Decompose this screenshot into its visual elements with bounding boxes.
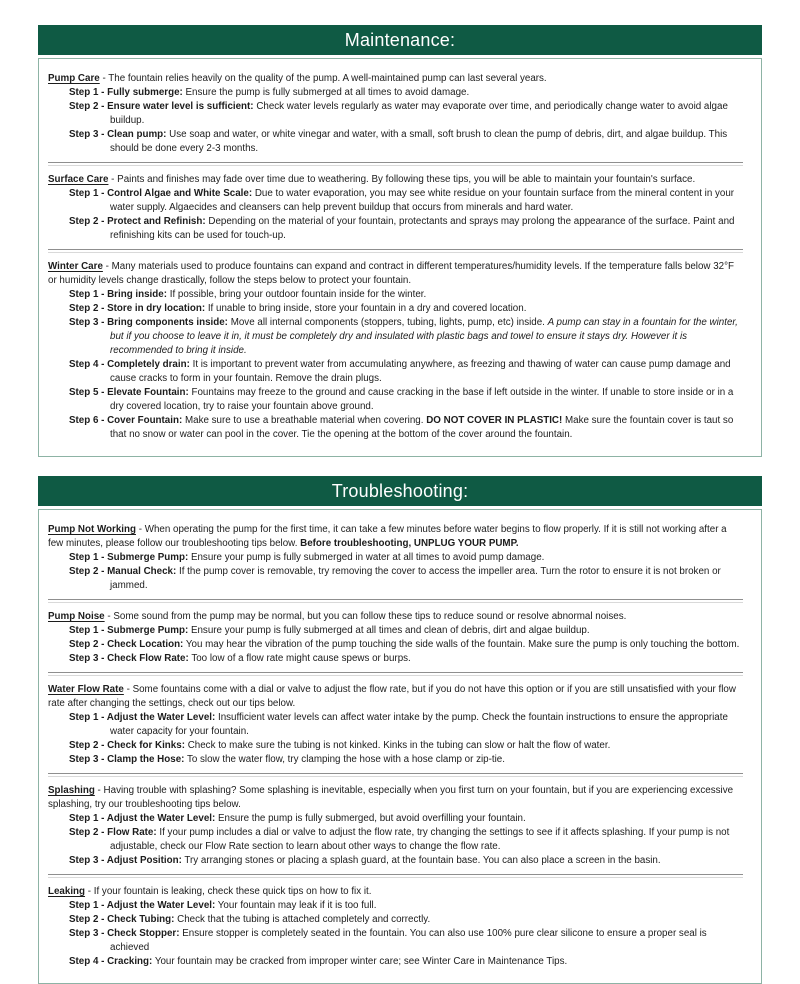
text-segment: Check that the tubing is attached completely and correctly.: [177, 914, 431, 925]
text-segment: Some sound from the pump may be normal, but you can follow these tips to reduce sound or resolve abnormal noises.: [113, 611, 627, 622]
step-line: [69, 753, 743, 767]
text-segment: A pump can stay in a fountain for the winter, but if you choose to leave it in, it must be completely dry and insulated with plastic bags and towel to ensure it stays dry. However it is recommended to bring it inside.: [110, 317, 738, 356]
step-line: [69, 927, 743, 955]
step-line: [69, 302, 743, 316]
text-segment: Too low of a flow rate might cause spews or burps.: [191, 653, 411, 664]
step-label: Step 3 - Clamp the Hose:: [69, 754, 185, 765]
text-segment: Fountains may freeze to the ground and cause cracking in the base if left outside in the winter. If unable to store inside or in a dry covered location, try to raise your fountain above ground.: [110, 387, 734, 412]
text-segment: Many materials used to produce fountains can expand and contract in different temperatures/humidity levels. If the temperature falls below 32°F or humidity levels change drastically, follow the steps below to protect your fountain.: [48, 261, 734, 286]
section-surface-care: [48, 173, 743, 243]
step-label: Step 1 - Control Algae and White Scale:: [69, 188, 253, 199]
text-segment: Ensure your pump is fully submerged at all times and clean of debris, dirt and algae buildup.: [190, 625, 590, 636]
text-segment: Before troubleshooting, UNPLUG YOUR PUMP.: [300, 538, 519, 549]
section-divider: [48, 162, 743, 166]
section-heading: Water Flow Rate: [48, 684, 124, 695]
section-divider: [48, 874, 743, 878]
step-label: Step 4 - Cracking:: [69, 956, 153, 967]
text-segment: Paints and finishes may fade over time due to weathering. By following these tips, you will be able to maintain your fountain's surface.: [117, 174, 696, 185]
step-label: Step 4 - Completely drain:: [69, 359, 190, 370]
step-label: Step 2 - Ensure water level is sufficient:: [69, 101, 254, 112]
text-segment: If unable to bring inside, store your fountain in a dry and covered location.: [207, 303, 527, 314]
section-heading: Pump Care: [48, 73, 100, 84]
section-heading: Splashing: [48, 785, 95, 796]
text-segment: Due to water evaporation, you may see white residue on your fountain surface from the mineral content in your water supply. Algaecides and cleansers can help prevent buildup that occurs from minerals and hard water.: [110, 188, 735, 213]
text-segment: Ensure the pump is fully submerged, but avoid overfilling your fountain.: [217, 813, 526, 824]
text-segment: Check to make sure the tubing is not kinked. Kinks in the tubing can slow or halt the flow of water.: [187, 740, 611, 751]
section-intro: Leaking - If your fountain is leaking, check these quick tips on how to fix it.: [48, 886, 372, 897]
text-segment: Having trouble with splashing? Some splashing is inevitable, especially when you first turn on your fountain, but if you are experiencing excessive splashing, try our troubleshooting tips below.: [48, 785, 734, 810]
text-segment: Your fountain may be cracked from improper winter care; see Winter Care in Maintenance Tips.: [154, 956, 568, 967]
text-segment: If the pump cover is removable, try removing the cover to access the impeller area. Turn the rotor to ensure it is not broken or jammed.: [110, 566, 721, 591]
step-label: Step 3 - Bring components inside:: [69, 317, 228, 328]
step-label: Step 3 - Clean pump:: [69, 129, 167, 140]
step-line: [69, 215, 743, 243]
step-line: [69, 551, 743, 565]
text-segment: Ensure the pump is fully submerged at all times to avoid damage.: [185, 87, 470, 98]
text-segment: Depending on the material of your fountain, protectants and sprays may prolong the appearance of the surface. Paint and refinishing kits can be used for touch-up.: [110, 216, 735, 241]
section-divider: [48, 249, 743, 253]
section-winter-care: [48, 260, 743, 442]
step-label: Step 2 - Check for Kinks:: [69, 740, 185, 751]
step-label: Step 1 - Fully submerge:: [69, 87, 183, 98]
text-segment: If your pump includes a dial or valve to adjust the flow rate, try changing the settings to see if it affects splashing. If your pump is not adjustable, check our Flow Rate section to learn about other ways to change the flow rate.: [110, 827, 730, 852]
step-label: Step 2 - Check Location:: [69, 639, 184, 650]
text-segment: If possible, bring your outdoor fountain inside for the winter.: [169, 289, 427, 300]
text-segment: Some fountains come with a dial or valve to adjust the flow rate, but if you do not have this option or if you are still unsatisfied with your flow rate after changing the settings, check out our tips below.: [48, 684, 736, 709]
text-segment: Make sure the fountain cover is taut so that no snow or water can pool in the cover. Tie the opening at the bottom of the cover around the fountain.: [110, 415, 734, 440]
step-label: Step 1 - Bring inside:: [69, 289, 167, 300]
step-label: Step 5 - Elevate Fountain:: [69, 387, 189, 398]
text-segment: When operating the pump for the first time, it can take a few minutes before water begins to flow properly. If it is still not working after a few minutes, please follow our troubleshooting tips below.: [48, 524, 727, 549]
step-label: Step 1 - Submerge Pump:: [69, 625, 189, 636]
step-line: [69, 652, 743, 666]
step-label: Step 3 - Adjust Position:: [69, 855, 182, 866]
step-label: Step 3 - Check Stopper:: [69, 928, 180, 939]
step-label: Step 1 - Adjust the Water Level:: [69, 900, 216, 911]
step-label: Step 6 - Cover Fountain:: [69, 415, 183, 426]
step-line: [69, 899, 743, 913]
text-segment: Insufficient water levels can affect water intake by the pump. Check the fountain instructions to ensure the appropriate water capacity for your fountain.: [110, 712, 728, 737]
text-segment: Make sure to use a breathable material when covering.: [184, 415, 427, 426]
step-label: Step 2 - Protect and Refinish:: [69, 216, 206, 227]
text-segment: It is important to prevent water from accumulating anywhere, as freezing and thawing of water can cause pump damage and cause cracks to form in your fountain. Remove the drain plugs.: [110, 359, 731, 384]
section-divider: [48, 599, 743, 603]
section-intro: Pump Noise - Some sound from the pump may be normal, but you can follow these tips to reduce sound or resolve abnormal noises.: [48, 611, 627, 622]
text-segment: The fountain relies heavily on the quality of the pump. A well-maintained pump can last several years.: [108, 73, 547, 84]
step-line: [69, 913, 743, 927]
text-segment: Try arranging stones or placing a splash guard, at the fountain base. You can also place a screen in the basin.: [184, 855, 661, 866]
step-line: [69, 414, 743, 442]
text-segment: Check water levels regularly as water may evaporate over time, and periodically change water to avoid algae buildup.: [110, 101, 728, 126]
text-segment: Move all internal components (stoppers, tubing, lights, pump, etc) inside.: [230, 317, 548, 328]
step-line: [69, 288, 743, 302]
section-pump-not-working: [48, 523, 743, 593]
section-divider: [48, 773, 743, 777]
step-label: Step 1 - Submerge Pump:: [69, 552, 189, 563]
section-heading: Pump Not Working: [48, 524, 136, 535]
step-line: [69, 624, 743, 638]
section-intro: Winter Care - Many materials used to produce fountains can expand and contract in different temperatures/humidity levels. If the temperature falls below 32°F or humidity levels change drastically, follow the steps below to protect your fountain.: [48, 261, 734, 286]
section-heading: Winter Care: [48, 261, 103, 272]
text-segment: If your fountain is leaking, check these quick tips on how to fix it.: [93, 886, 372, 897]
maintenance-body: [38, 58, 762, 457]
section-heading: Pump Noise: [48, 611, 105, 622]
step-line: [69, 955, 743, 969]
step-label: Step 1 - Adjust the Water Level:: [69, 712, 216, 723]
section-splashing: [48, 784, 743, 868]
section-leaking: [48, 885, 743, 969]
text-segment: Use soap and water, or white vinegar and water, with a small, soft brush to clean the pump of debris, dirt, and algae buildup. This should be done every 2-3 months.: [110, 129, 728, 154]
section-intro: Splashing - Having trouble with splashing? Some splashing is inevitable, especially when you first turn on your fountain, but if you are experiencing excessive splashing, try our troubleshooting tips below.: [48, 785, 734, 810]
text-segment: Ensure your pump is fully submerged in water at all times to avoid pump damage.: [190, 552, 545, 563]
step-label: Step 3 - Check Flow Rate:: [69, 653, 189, 664]
text-segment: To slow the water flow, try clamping the hose with a hose clamp or zip-tie.: [186, 754, 505, 765]
step-line: [69, 812, 743, 826]
step-line: [69, 358, 743, 386]
text-segment: Your fountain may leak if it is too full.: [217, 900, 377, 911]
section-heading: Leaking: [48, 886, 86, 897]
step-label: Step 2 - Manual Check:: [69, 566, 177, 577]
step-label: Step 2 - Flow Rate:: [69, 827, 157, 838]
troubleshooting-panel: [38, 476, 762, 984]
maintenance-panel: [38, 25, 762, 457]
step-label: Step 1 - Adjust the Water Level:: [69, 813, 216, 824]
step-label: Step 2 - Store in dry location:: [69, 303, 206, 314]
step-line: [69, 316, 743, 358]
step-line: [69, 386, 743, 414]
section-pump-noise: [48, 610, 743, 666]
step-line: [69, 100, 743, 128]
step-line: [69, 187, 743, 215]
step-line: [69, 128, 743, 156]
section-divider: [48, 672, 743, 676]
troubleshooting-body: [38, 509, 762, 984]
troubleshooting-title: Troubleshooting:: [38, 476, 762, 506]
section-intro: Water Flow Rate - Some fountains come with a dial or valve to adjust the flow rate, but if you do not have this option or if you are still unsatisfied with your flow rate after changing the settings, check out our tips below.: [48, 684, 736, 709]
step-line: [69, 565, 743, 593]
text-segment: Ensure stopper is completely seated in the fountain. You can also use 100% pure clear silicone to ensure a proper seal is achieved: [110, 928, 707, 953]
step-line: [69, 86, 743, 100]
step-line: [69, 854, 743, 868]
section-pump-care: [48, 72, 743, 156]
section-intro: Pump Care - The fountain relies heavily on the quality of the pump. A well-maintained pump can last several years.: [48, 73, 547, 84]
maintenance-title: Maintenance:: [38, 25, 762, 55]
step-line: [69, 739, 743, 753]
step-line: [69, 711, 743, 739]
step-line: [69, 826, 743, 854]
text-segment: DO NOT COVER IN PLASTIC!: [426, 415, 563, 426]
step-label: Step 2 - Check Tubing:: [69, 914, 175, 925]
text-segment: You may hear the vibration of the pump touching the side walls of the fountain. Make sure the pump is only touching the bottom.: [185, 639, 740, 650]
section-intro: Pump Not Working - When operating the pump for the first time, it can take a few minutes before water begins to flow properly. If it is still not working after a few minutes, please follow our troubleshooting tips below. Before troubleshooting, UNPLUG YOUR PUMP.: [48, 524, 727, 549]
section-water-flow-rate: [48, 683, 743, 767]
step-line: [69, 638, 743, 652]
section-heading: Surface Care: [48, 174, 109, 185]
section-intro: Surface Care - Paints and finishes may fade over time due to weathering. By following these tips, you will be able to maintain your fountain's surface.: [48, 174, 696, 185]
